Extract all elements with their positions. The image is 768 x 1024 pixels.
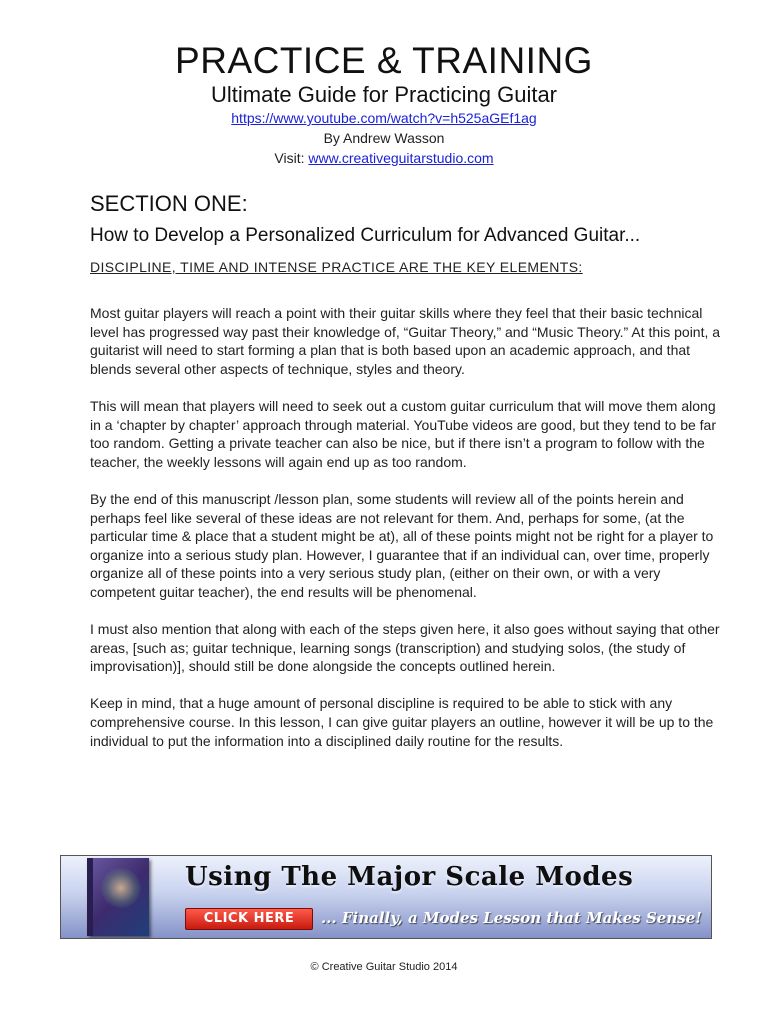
visit-label: Visit: (274, 150, 309, 166)
section-subheading: How to Develop a Personalized Curriculum for Advanced Guitar... (90, 225, 641, 246)
document-header (0, 40, 768, 168)
section-heading: SECTION ONE: (90, 191, 248, 216)
author-line: By Andrew Wasson (323, 130, 445, 146)
paragraph: This will mean that players will need to seek out a custom guitar curriculum that will move them along in a ‘chapter by chapter’ approach through material. YouTube videos are good, but they tend to be far too random. Getting a private teacher can also be nice, but if there isn’t a program to follow with the teacher, the weekly lessons will again end up as too random. (90, 397, 717, 470)
book-cover-icon (87, 858, 149, 936)
modes-lesson-banner[interactable] (60, 855, 712, 939)
copyright-footer: © Creative Guitar Studio 2014 (310, 961, 458, 973)
banner-title: Using The Major Scale Modes (185, 862, 634, 892)
body-text (90, 304, 722, 769)
banner-tagline: ... Finally, a Modes Lesson that Makes Sense! (321, 909, 702, 927)
paragraph: Most guitar players will reach a point with their guitar skills where they feel that their basic technical level has progressed way past their knowledge of, “Guitar Theory,” and “Music Theory.” At this point, a guitarist will need to start forming a plan that is both based upon an academic approach, and that blends several other aspects of technique, styles and theory. (90, 305, 721, 377)
key-elements-line: DISCIPLINE, TIME AND INTENSE PRACTICE ARE THE KEY ELEMENTS: (90, 259, 583, 275)
paragraph: I must also mention that along with each of the steps given here, it also goes without saying that other areas, [such as; guitar technique, learning songs (transcription) and studying solos, (the study of improvisation)], should still be done alongside the concepts outlined herein. (90, 621, 720, 675)
site-link[interactable]: www.creativeguitarstudio.com (308, 150, 494, 166)
visit-line (0, 148, 768, 168)
page-subtitle: Ultimate Guide for Practicing Guitar (210, 82, 558, 107)
book-artwork (101, 868, 141, 908)
youtube-link[interactable]: https://www.youtube.com/watch?v=h525aGEf1ag (231, 110, 537, 126)
click-here-button[interactable]: CLICK HERE (185, 908, 313, 930)
page-title: PRACTICE & TRAINING (175, 40, 593, 81)
paragraph: By the end of this manuscript /lesson plan, some students will review all of the points herein and perhaps feel like several of these ideas are not relevant for them. And, perhaps for some, (at the particular time & place that a student might be at), all of these points might not be right for a player to organize into a serious study plan. However, I guarantee that if an individual can, over time, properly organize all of these points into a very serious study plan, (either on their own, or with a very competent guitar teacher), the end results will be phenomenal. (90, 490, 714, 600)
book-spine (87, 858, 93, 936)
paragraph: Keep in mind, that a huge amount of personal discipline is required to be able to stick with any comprehensive course. In this lesson, I can give guitar players an outline, however it will be up to the individual to put the information into a disciplined daily routine for the results. (90, 695, 714, 749)
